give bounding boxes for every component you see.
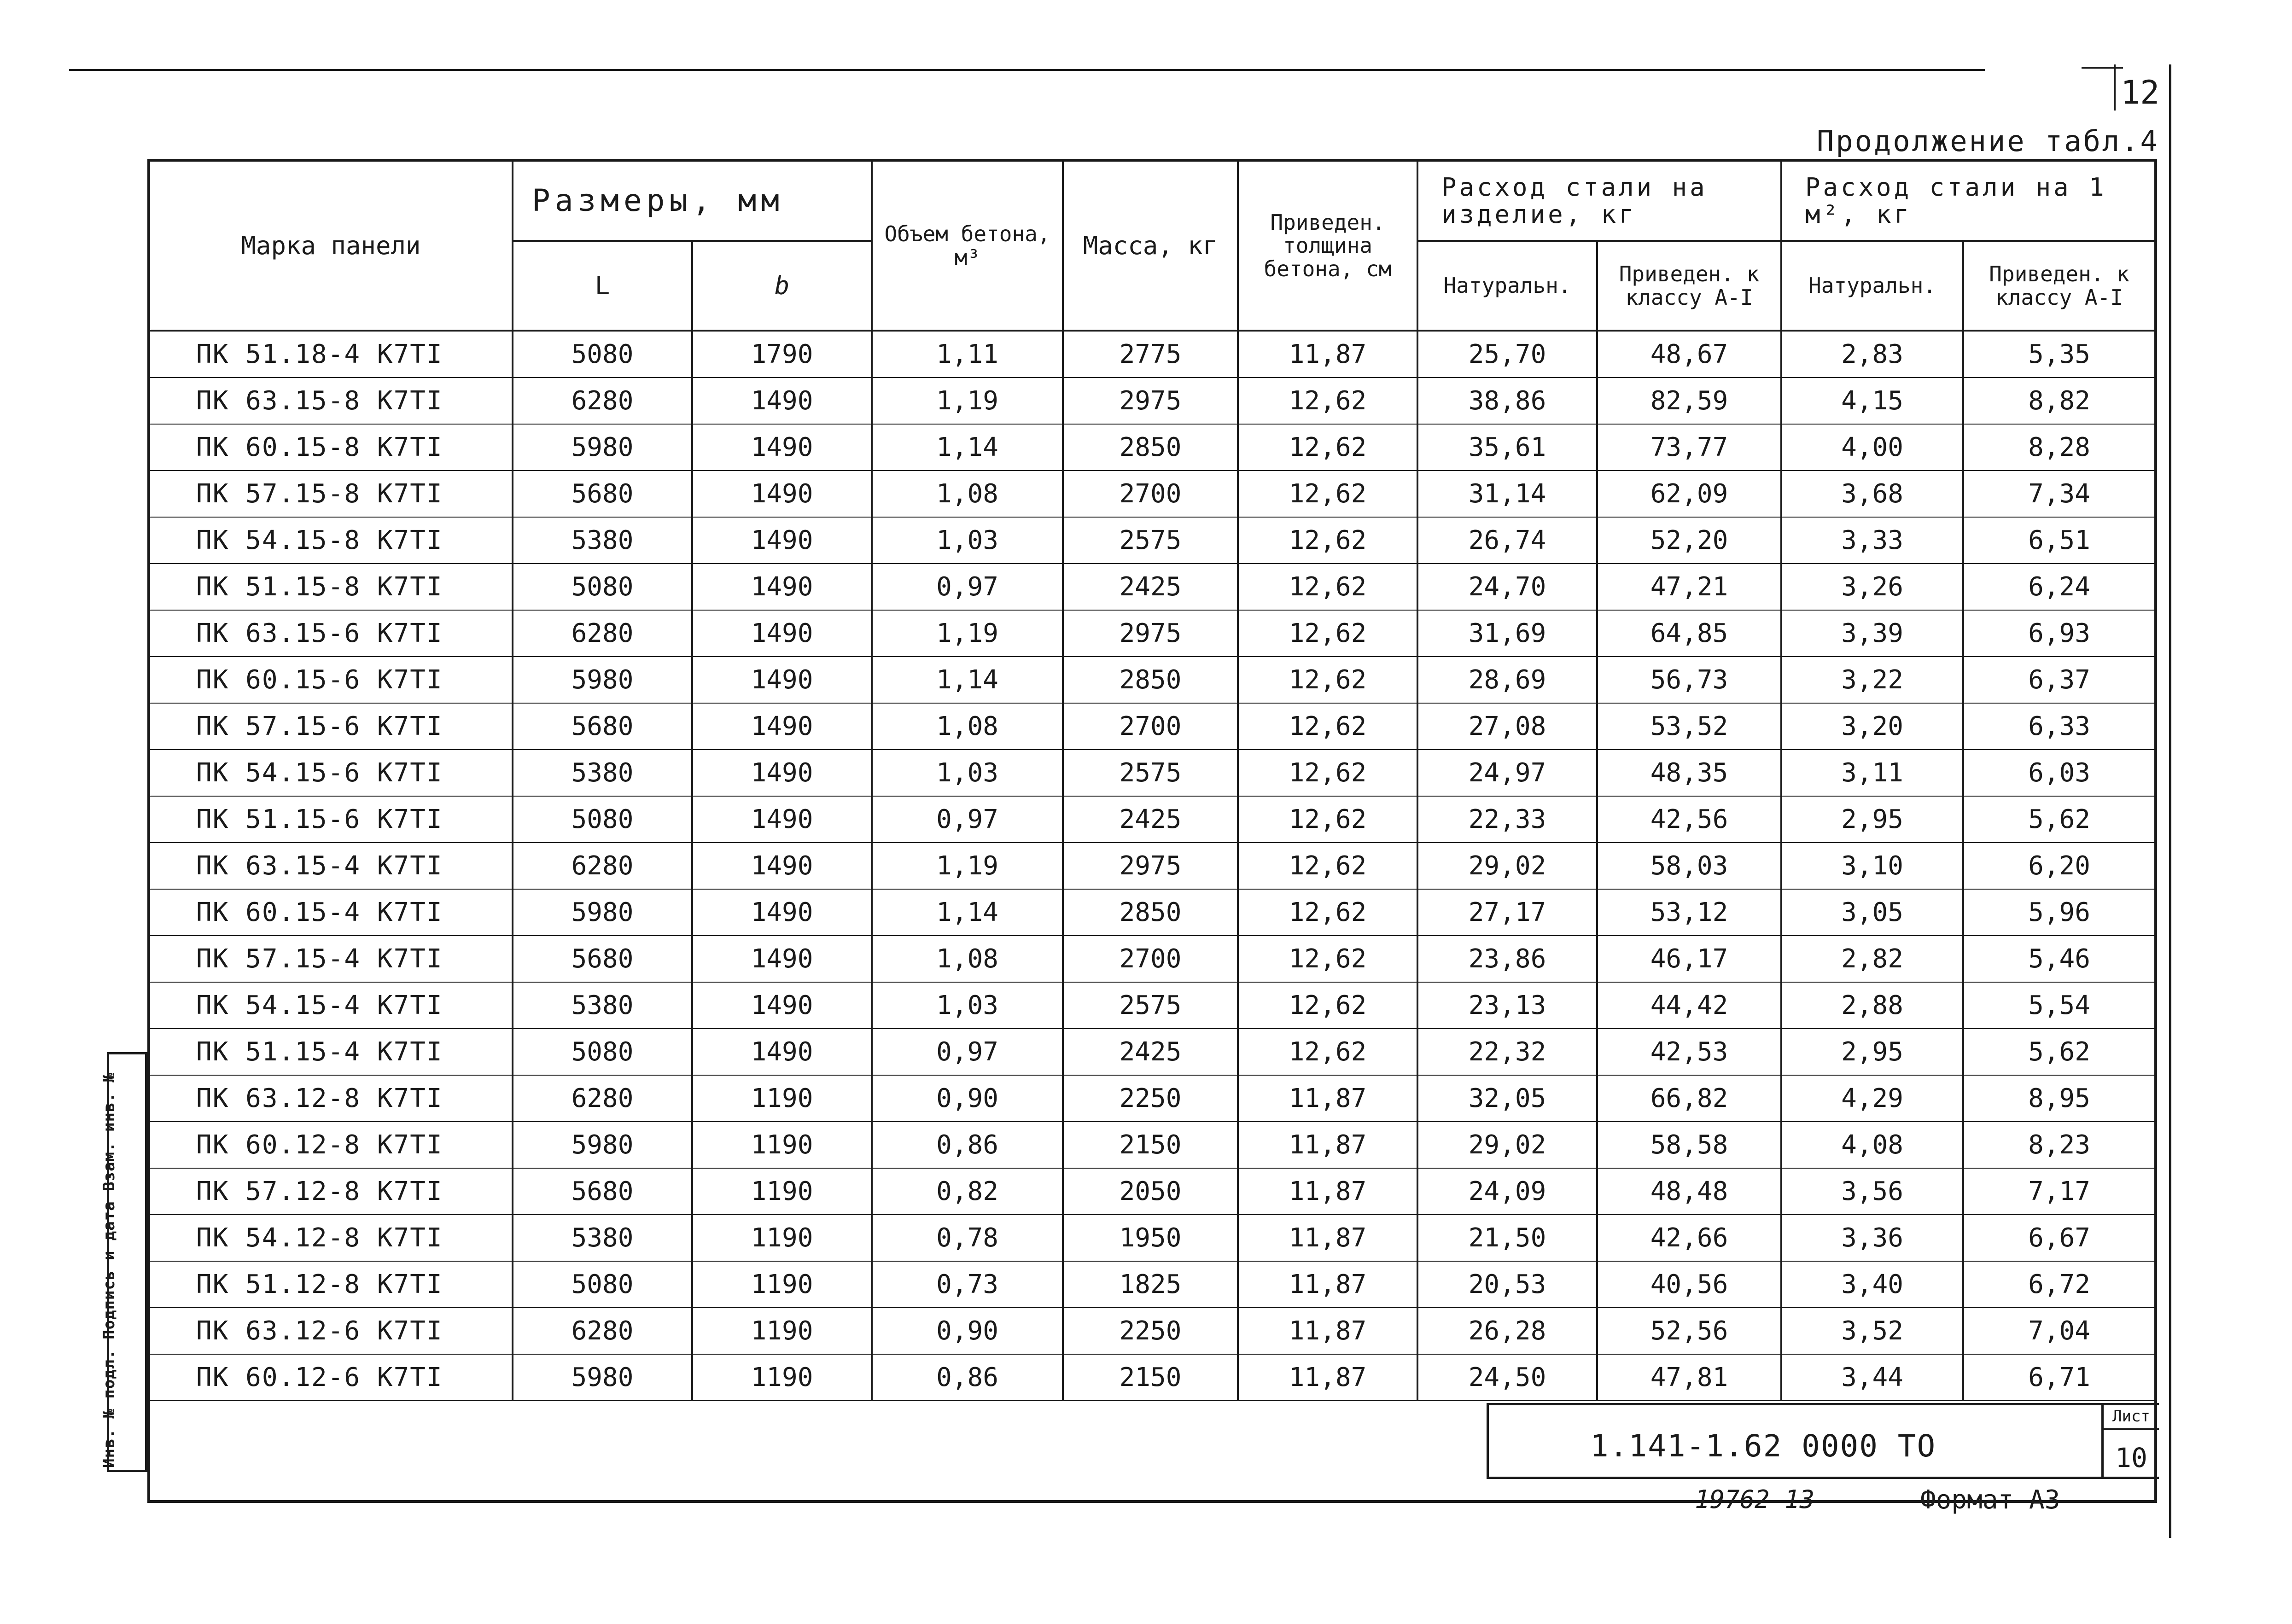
cell-mark: ПК 51.18-4 К7ТI xyxy=(149,331,513,378)
cell-steel-natural: 21,50 xyxy=(1417,1215,1597,1261)
cell-m2-reduced: 7,34 xyxy=(1963,471,2156,517)
cell-m2-reduced: 5,62 xyxy=(1963,796,2156,843)
cell-steel-natural: 23,86 xyxy=(1417,936,1597,982)
cell-steel-reduced: 48,67 xyxy=(1597,331,1781,378)
table-row xyxy=(149,1168,2156,1215)
cell-steel-reduced: 42,56 xyxy=(1597,796,1781,843)
header-dimensions: Размеры, мм xyxy=(513,160,872,241)
cell-m2-reduced: 5,46 xyxy=(1963,936,2156,982)
cell-m2-natural: 4,00 xyxy=(1781,424,1963,471)
cell-steel-natural: 24,50 xyxy=(1417,1354,1597,1401)
top-frame-line xyxy=(69,69,1985,71)
header-dim-L: L xyxy=(513,241,692,331)
cell-m2-natural: 3,44 xyxy=(1781,1354,1963,1401)
cell-mark: ПК 54.15-4 К7ТI xyxy=(149,982,513,1029)
cell-thickness: 11,87 xyxy=(1238,1261,1417,1308)
table-row xyxy=(149,796,2156,843)
cell-m2-natural: 2,88 xyxy=(1781,982,1963,1029)
cell-volume: 1,08 xyxy=(872,936,1063,982)
table-row xyxy=(149,657,2156,703)
cell-m2-reduced: 7,04 xyxy=(1963,1308,2156,1354)
sheet-number-divider xyxy=(2114,64,2116,111)
cell-thickness: 11,87 xyxy=(1238,1354,1417,1401)
cell-m2-natural: 2,82 xyxy=(1781,936,1963,982)
table-row xyxy=(149,1215,2156,1261)
cell-width: 1790 xyxy=(692,331,872,378)
cell-width: 1190 xyxy=(692,1308,872,1354)
cell-volume: 0,86 xyxy=(872,1354,1063,1401)
cell-m2-reduced: 8,23 xyxy=(1963,1122,2156,1168)
cell-volume: 1,08 xyxy=(872,703,1063,750)
cell-mark: ПК 51.15-8 К7ТI xyxy=(149,564,513,610)
cell-volume: 0,73 xyxy=(872,1261,1063,1308)
cell-width: 1190 xyxy=(692,1261,872,1308)
cell-mark: ПК 51.15-4 К7ТI xyxy=(149,1029,513,1075)
cell-mass: 2425 xyxy=(1063,796,1238,843)
cell-steel-reduced: 40,56 xyxy=(1597,1261,1781,1308)
filler-cell xyxy=(692,1401,872,1502)
cell-m2-natural: 3,52 xyxy=(1781,1308,1963,1354)
cell-mass: 2700 xyxy=(1063,936,1238,982)
cell-thickness: 11,87 xyxy=(1238,1075,1417,1122)
cell-width: 1490 xyxy=(692,471,872,517)
cell-thickness: 11,87 xyxy=(1238,1168,1417,1215)
cell-mass: 2425 xyxy=(1063,564,1238,610)
cell-thickness: 12,62 xyxy=(1238,378,1417,424)
cell-thickness: 12,62 xyxy=(1238,982,1417,1029)
cell-steel-reduced: 58,03 xyxy=(1597,843,1781,889)
cell-volume: 1,03 xyxy=(872,517,1063,564)
cell-length: 5080 xyxy=(513,1261,692,1308)
cell-m2-reduced: 8,28 xyxy=(1963,424,2156,471)
cell-mass: 2700 xyxy=(1063,471,1238,517)
cell-m2-natural: 2,95 xyxy=(1781,796,1963,843)
cell-steel-natural: 24,09 xyxy=(1417,1168,1597,1215)
cell-thickness: 11,87 xyxy=(1238,1215,1417,1261)
cell-width: 1490 xyxy=(692,889,872,936)
cell-width: 1490 xyxy=(692,378,872,424)
header-natural-product: Натуральн. xyxy=(1417,241,1597,331)
cell-m2-natural: 3,68 xyxy=(1781,471,1963,517)
cell-steel-natural: 20,53 xyxy=(1417,1261,1597,1308)
cell-steel-natural: 27,08 xyxy=(1417,703,1597,750)
header-thickness: Приведен. толщина бетона, см xyxy=(1238,160,1417,331)
cell-mass: 2425 xyxy=(1063,1029,1238,1075)
cell-mark: ПК 54.15-6 К7ТI xyxy=(149,750,513,796)
cell-width: 1190 xyxy=(692,1122,872,1168)
cell-length: 5980 xyxy=(513,1354,692,1401)
cell-m2-natural: 3,10 xyxy=(1781,843,1963,889)
filler-cell xyxy=(149,1401,513,1502)
cell-steel-reduced: 47,21 xyxy=(1597,564,1781,610)
sheet-value: 10 xyxy=(2115,1442,2147,1473)
cell-volume: 1,14 xyxy=(872,889,1063,936)
archive-number: 19762 13 xyxy=(1695,1485,1815,1514)
cell-steel-reduced: 47,81 xyxy=(1597,1354,1781,1401)
cell-thickness: 12,62 xyxy=(1238,1029,1417,1075)
cell-m2-reduced: 5,35 xyxy=(1963,331,2156,378)
cell-steel-natural: 27,17 xyxy=(1417,889,1597,936)
cell-m2-natural: 3,20 xyxy=(1781,703,1963,750)
cell-mass: 2575 xyxy=(1063,517,1238,564)
cell-volume: 0,97 xyxy=(872,796,1063,843)
header-mass: Масса, кг xyxy=(1063,160,1238,331)
cell-steel-reduced: 52,56 xyxy=(1597,1308,1781,1354)
cell-width: 1490 xyxy=(692,750,872,796)
cell-m2-natural: 3,36 xyxy=(1781,1215,1963,1261)
header-steel-m2: Расход стали на 1 м², кг xyxy=(1781,160,2156,241)
cell-mark: ПК 57.12-8 К7ТI xyxy=(149,1168,513,1215)
cell-width: 1190 xyxy=(692,1168,872,1215)
cell-length: 5080 xyxy=(513,1029,692,1075)
cell-steel-reduced: 73,77 xyxy=(1597,424,1781,471)
table-row xyxy=(149,1354,2156,1401)
cell-steel-natural: 26,28 xyxy=(1417,1308,1597,1354)
cell-steel-natural: 29,02 xyxy=(1417,1122,1597,1168)
table-row xyxy=(149,703,2156,750)
cell-volume: 1,19 xyxy=(872,843,1063,889)
cell-mark: ПК 60.12-6 К7ТI xyxy=(149,1354,513,1401)
cell-m2-reduced: 6,72 xyxy=(1963,1261,2156,1308)
cell-steel-natural: 22,32 xyxy=(1417,1029,1597,1075)
cell-thickness: 12,62 xyxy=(1238,471,1417,517)
cell-steel-natural: 29,02 xyxy=(1417,843,1597,889)
cell-steel-natural: 22,33 xyxy=(1417,796,1597,843)
cell-m2-reduced: 5,62 xyxy=(1963,1029,2156,1075)
sheet-box xyxy=(2101,1405,2159,1479)
cell-width: 1490 xyxy=(692,843,872,889)
cell-m2-reduced: 6,37 xyxy=(1963,657,2156,703)
cell-m2-natural: 3,26 xyxy=(1781,564,1963,610)
cell-mark: ПК 63.12-6 К7ТI xyxy=(149,1308,513,1354)
cell-steel-reduced: 64,85 xyxy=(1597,610,1781,657)
cell-volume: 1,03 xyxy=(872,750,1063,796)
cell-steel-natural: 35,61 xyxy=(1417,424,1597,471)
cell-m2-reduced: 6,20 xyxy=(1963,843,2156,889)
cell-length: 5080 xyxy=(513,564,692,610)
cell-mass: 2150 xyxy=(1063,1354,1238,1401)
cell-steel-reduced: 42,53 xyxy=(1597,1029,1781,1075)
cell-m2-reduced: 5,54 xyxy=(1963,982,2156,1029)
sheet-number: 12 xyxy=(2121,74,2160,111)
cell-steel-reduced: 48,48 xyxy=(1597,1168,1781,1215)
cell-length: 5380 xyxy=(513,1215,692,1261)
cell-thickness: 12,62 xyxy=(1238,564,1417,610)
cell-thickness: 12,62 xyxy=(1238,703,1417,750)
table-row xyxy=(149,517,2156,564)
cell-mark: ПК 54.12-8 К7ТI xyxy=(149,1215,513,1261)
cell-mark: ПК 60.15-8 К7ТI xyxy=(149,424,513,471)
cell-width: 1490 xyxy=(692,610,872,657)
cell-steel-reduced: 56,73 xyxy=(1597,657,1781,703)
cell-volume: 0,82 xyxy=(872,1168,1063,1215)
cell-length: 5080 xyxy=(513,796,692,843)
cell-mass: 1825 xyxy=(1063,1261,1238,1308)
format-label: Формат А3 xyxy=(1920,1485,2060,1515)
table-row xyxy=(149,843,2156,889)
side-stamp-text: Инв. № подл. Подпись и дата Взам. инв. № xyxy=(100,1072,118,1468)
cell-mark: ПК 63.15-8 К7ТI xyxy=(149,378,513,424)
cell-steel-natural: 24,70 xyxy=(1417,564,1597,610)
table-row xyxy=(149,610,2156,657)
table-row xyxy=(149,564,2156,610)
cell-m2-reduced: 8,82 xyxy=(1963,378,2156,424)
cell-m2-reduced: 6,03 xyxy=(1963,750,2156,796)
cell-m2-reduced: 6,24 xyxy=(1963,564,2156,610)
continuation-title: Продолжение табл.4 xyxy=(1817,124,2159,158)
cell-steel-natural: 25,70 xyxy=(1417,331,1597,378)
cell-width: 1490 xyxy=(692,982,872,1029)
filler-cell xyxy=(872,1401,1063,1502)
table-row xyxy=(149,889,2156,936)
cell-volume: 0,90 xyxy=(872,1075,1063,1122)
cell-m2-reduced: 6,67 xyxy=(1963,1215,2156,1261)
cell-volume: 0,86 xyxy=(872,1122,1063,1168)
cell-mass: 1950 xyxy=(1063,1215,1238,1261)
cell-length: 5680 xyxy=(513,703,692,750)
cell-volume: 1,19 xyxy=(872,610,1063,657)
cell-width: 1190 xyxy=(692,1354,872,1401)
cell-mass: 2850 xyxy=(1063,424,1238,471)
cell-m2-natural: 2,95 xyxy=(1781,1029,1963,1075)
cell-width: 1490 xyxy=(692,796,872,843)
cell-length: 5980 xyxy=(513,1122,692,1168)
cell-steel-natural: 23,13 xyxy=(1417,982,1597,1029)
cell-m2-reduced: 7,17 xyxy=(1963,1168,2156,1215)
title-stamp xyxy=(1487,1403,2159,1479)
cell-mark: ПК 51.15-6 К7ТI xyxy=(149,796,513,843)
table-row xyxy=(149,331,2156,378)
cell-width: 1190 xyxy=(692,1075,872,1122)
cell-m2-reduced: 8,95 xyxy=(1963,1075,2156,1122)
cell-length: 5680 xyxy=(513,1168,692,1215)
cell-volume: 0,90 xyxy=(872,1308,1063,1354)
table-row xyxy=(149,750,2156,796)
table-body xyxy=(149,331,2156,1502)
document-code: 1.141-1.62 0000 ТО xyxy=(1590,1428,1936,1464)
cell-width: 1190 xyxy=(692,1215,872,1261)
cell-mark: ПК 57.15-6 К7ТI xyxy=(149,703,513,750)
header-mark: Марка панели xyxy=(149,160,513,331)
table-row xyxy=(149,1308,2156,1354)
cell-length: 5380 xyxy=(513,517,692,564)
cell-thickness: 12,62 xyxy=(1238,657,1417,703)
cell-thickness: 12,62 xyxy=(1238,936,1417,982)
cell-length: 5680 xyxy=(513,471,692,517)
cell-m2-reduced: 6,71 xyxy=(1963,1354,2156,1401)
cell-steel-natural: 26,74 xyxy=(1417,517,1597,564)
cell-length: 5380 xyxy=(513,750,692,796)
cell-steel-reduced: 44,42 xyxy=(1597,982,1781,1029)
cell-steel-natural: 32,05 xyxy=(1417,1075,1597,1122)
cell-m2-natural: 2,83 xyxy=(1781,331,1963,378)
cell-length: 6280 xyxy=(513,610,692,657)
table-row xyxy=(149,936,2156,982)
cell-mass: 2700 xyxy=(1063,703,1238,750)
cell-m2-natural: 3,39 xyxy=(1781,610,1963,657)
cell-mass: 2250 xyxy=(1063,1308,1238,1354)
filler-cell xyxy=(1238,1401,1417,1502)
cell-volume: 0,78 xyxy=(872,1215,1063,1261)
top-frame-line-right xyxy=(2082,67,2123,69)
cell-length: 5980 xyxy=(513,889,692,936)
cell-mark: ПК 63.15-4 К7ТI xyxy=(149,843,513,889)
cell-mass: 2775 xyxy=(1063,331,1238,378)
cell-m2-natural: 4,29 xyxy=(1781,1075,1963,1122)
cell-thickness: 11,87 xyxy=(1238,1308,1417,1354)
cell-mark: ПК 60.15-6 К7ТI xyxy=(149,657,513,703)
cell-mass: 2850 xyxy=(1063,657,1238,703)
cell-steel-reduced: 53,52 xyxy=(1597,703,1781,750)
header-volume: Объем бетона, м³ xyxy=(872,160,1063,331)
cell-thickness: 12,62 xyxy=(1238,889,1417,936)
cell-thickness: 12,62 xyxy=(1238,424,1417,471)
cell-mark: ПК 60.15-4 К7ТI xyxy=(149,889,513,936)
cell-volume: 1,14 xyxy=(872,424,1063,471)
header-reduced-m2: Приведен. к классу А-I xyxy=(1963,241,2156,331)
cell-thickness: 11,87 xyxy=(1238,1122,1417,1168)
cell-steel-reduced: 62,09 xyxy=(1597,471,1781,517)
cell-m2-reduced: 5,96 xyxy=(1963,889,2156,936)
cell-m2-reduced: 6,93 xyxy=(1963,610,2156,657)
cell-thickness: 12,62 xyxy=(1238,610,1417,657)
cell-length: 6280 xyxy=(513,1308,692,1354)
cell-m2-natural: 3,40 xyxy=(1781,1261,1963,1308)
side-stamp xyxy=(100,1052,147,1472)
table-row xyxy=(149,1029,2156,1075)
filler-cell xyxy=(1063,1401,1238,1502)
cell-mark: ПК 57.15-4 К7ТI xyxy=(149,936,513,982)
cell-steel-natural: 31,69 xyxy=(1417,610,1597,657)
cell-m2-natural: 4,08 xyxy=(1781,1122,1963,1168)
cell-mark: ПК 60.12-8 К7ТI xyxy=(149,1122,513,1168)
cell-length: 5980 xyxy=(513,424,692,471)
cell-m2-natural: 3,33 xyxy=(1781,517,1963,564)
cell-steel-natural: 31,14 xyxy=(1417,471,1597,517)
cell-steel-reduced: 82,59 xyxy=(1597,378,1781,424)
cell-steel-natural: 38,86 xyxy=(1417,378,1597,424)
sheet-label: Лист xyxy=(2104,1407,2159,1430)
cell-width: 1490 xyxy=(692,657,872,703)
cell-mass: 2975 xyxy=(1063,378,1238,424)
header-natural-m2: Натуральн. xyxy=(1781,241,1963,331)
cell-steel-reduced: 52,20 xyxy=(1597,517,1781,564)
cell-mass: 2850 xyxy=(1063,889,1238,936)
cell-volume: 1,11 xyxy=(872,331,1063,378)
cell-volume: 1,14 xyxy=(872,657,1063,703)
cell-mark: ПК 57.15-8 К7ТI xyxy=(149,471,513,517)
table-row xyxy=(149,471,2156,517)
filler-cell xyxy=(513,1401,692,1502)
header-steel-product: Расход стали на изделие, кг xyxy=(1417,160,1781,241)
cell-steel-reduced: 42,66 xyxy=(1597,1215,1781,1261)
cell-volume: 0,97 xyxy=(872,1029,1063,1075)
cell-width: 1490 xyxy=(692,517,872,564)
cell-mark: ПК 63.12-8 К7ТI xyxy=(149,1075,513,1122)
cell-steel-natural: 28,69 xyxy=(1417,657,1597,703)
header-dim-b: b xyxy=(692,241,872,331)
cell-mark: ПК 51.12-8 К7ТI xyxy=(149,1261,513,1308)
cell-mass: 2575 xyxy=(1063,982,1238,1029)
table-row xyxy=(149,1075,2156,1122)
header-reduced-product: Приведен. к классу А-I xyxy=(1597,241,1781,331)
cell-m2-reduced: 6,51 xyxy=(1963,517,2156,564)
table-row xyxy=(149,1261,2156,1308)
cell-mass: 2050 xyxy=(1063,1168,1238,1215)
right-frame-line xyxy=(2169,64,2171,1538)
cell-thickness: 11,87 xyxy=(1238,331,1417,378)
cell-steel-reduced: 48,35 xyxy=(1597,750,1781,796)
cell-length: 6280 xyxy=(513,378,692,424)
cell-mark: ПК 63.15-6 К7ТI xyxy=(149,610,513,657)
cell-thickness: 12,62 xyxy=(1238,750,1417,796)
cell-volume: 1,08 xyxy=(872,471,1063,517)
cell-width: 1490 xyxy=(692,936,872,982)
cell-mark: ПК 54.15-8 К7ТI xyxy=(149,517,513,564)
cell-m2-natural: 4,15 xyxy=(1781,378,1963,424)
cell-steel-reduced: 46,17 xyxy=(1597,936,1781,982)
cell-width: 1490 xyxy=(692,703,872,750)
cell-thickness: 12,62 xyxy=(1238,843,1417,889)
cell-volume: 1,19 xyxy=(872,378,1063,424)
table-row xyxy=(149,982,2156,1029)
cell-mass: 2975 xyxy=(1063,843,1238,889)
cell-steel-reduced: 66,82 xyxy=(1597,1075,1781,1122)
cell-width: 1490 xyxy=(692,1029,872,1075)
cell-steel-reduced: 53,12 xyxy=(1597,889,1781,936)
cell-m2-natural: 3,22 xyxy=(1781,657,1963,703)
table-row xyxy=(149,1122,2156,1168)
cell-thickness: 12,62 xyxy=(1238,517,1417,564)
table-row xyxy=(149,378,2156,424)
cell-thickness: 12,62 xyxy=(1238,796,1417,843)
cell-volume: 1,03 xyxy=(872,982,1063,1029)
cell-length: 5680 xyxy=(513,936,692,982)
cell-length: 6280 xyxy=(513,1075,692,1122)
cell-mass: 2150 xyxy=(1063,1122,1238,1168)
cell-length: 5080 xyxy=(513,331,692,378)
cell-width: 1490 xyxy=(692,424,872,471)
cell-length: 5380 xyxy=(513,982,692,1029)
cell-length: 6280 xyxy=(513,843,692,889)
cell-m2-natural: 3,05 xyxy=(1781,889,1963,936)
cell-mass: 2250 xyxy=(1063,1075,1238,1122)
cell-length: 5980 xyxy=(513,657,692,703)
cell-volume: 0,97 xyxy=(872,564,1063,610)
cell-steel-natural: 24,97 xyxy=(1417,750,1597,796)
cell-m2-reduced: 6,33 xyxy=(1963,703,2156,750)
cell-mass: 2975 xyxy=(1063,610,1238,657)
panel-data-table xyxy=(147,159,2157,1503)
cell-mass: 2575 xyxy=(1063,750,1238,796)
table-row xyxy=(149,424,2156,471)
cell-width: 1490 xyxy=(692,564,872,610)
cell-steel-reduced: 58,58 xyxy=(1597,1122,1781,1168)
cell-m2-natural: 3,11 xyxy=(1781,750,1963,796)
cell-m2-natural: 3,56 xyxy=(1781,1168,1963,1215)
